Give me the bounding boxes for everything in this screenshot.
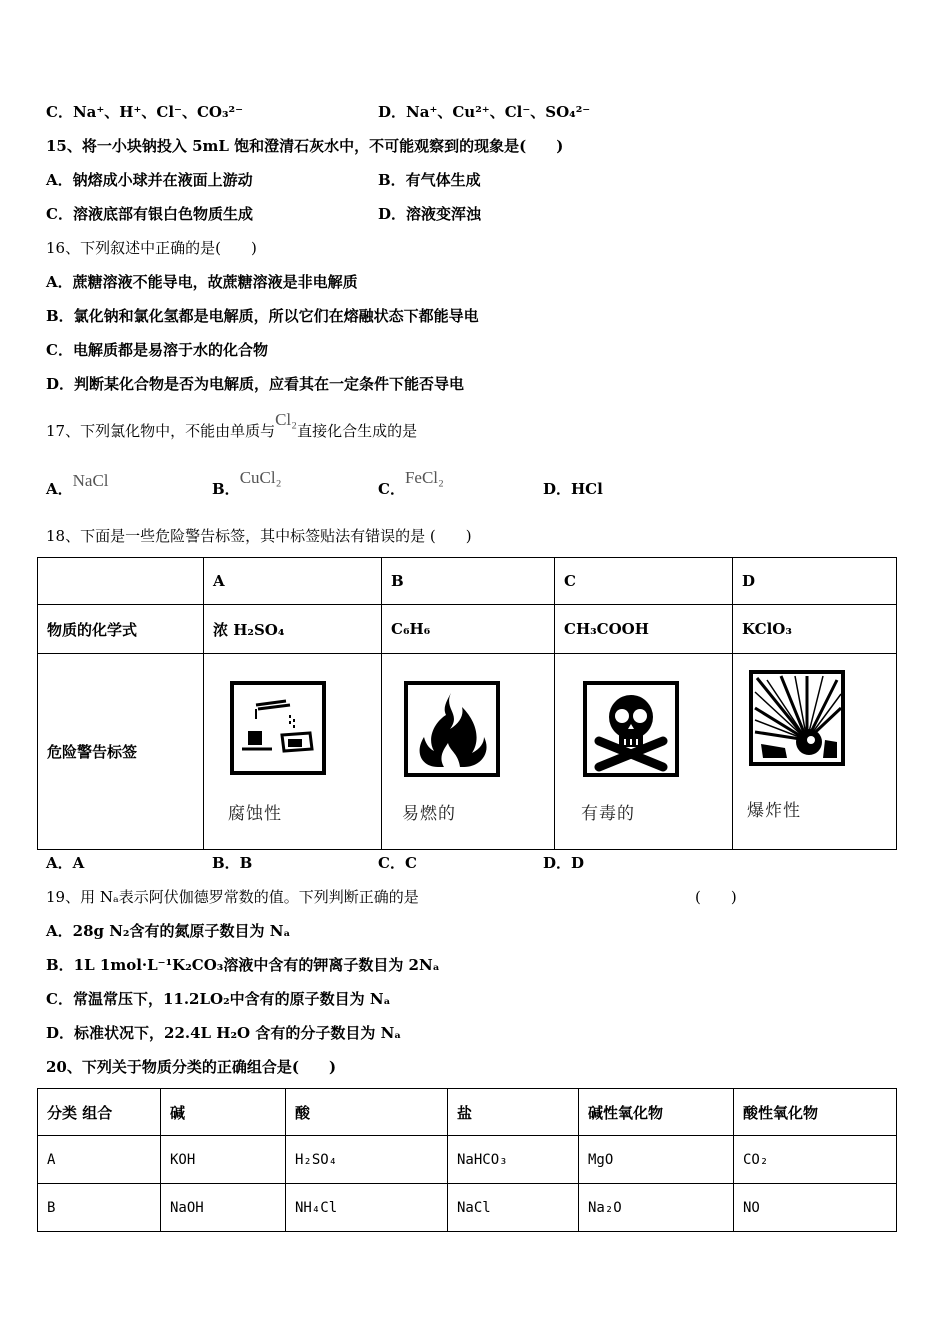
q20-row-b-acid: NH₄Cl [286, 1184, 448, 1232]
table-row [38, 1136, 897, 1184]
q20-header-basic-oxide: 碱性氧化物 [579, 1089, 734, 1136]
q19-option-c: C．常温常压下，11.2LO₂中含有的原子数目为 Nₐ [46, 990, 391, 1008]
q18-label-cell-c [555, 654, 733, 850]
q14-option-c-text: Na⁺、H⁺、Cl⁻、CO₃²⁻ [72, 103, 244, 121]
q17-option-b-letter: B． [212, 480, 240, 498]
explosive-icon [747, 668, 847, 772]
q20-row-a-acidic-oxide: CO₂ [734, 1136, 897, 1184]
q18-header-b: B [382, 558, 555, 605]
q20-row-a-base: KOH [161, 1136, 286, 1184]
q18-header-a: A [204, 558, 382, 605]
q20-row-b-basic-oxide: Na₂O [579, 1184, 734, 1232]
q20-row-b-salt: NaCl [448, 1184, 579, 1232]
q18-formula-a: 浓 H₂SO₄ [204, 605, 382, 654]
q16-option-c: C．电解质都是易溶于水的化合物 [46, 341, 268, 359]
q20-header-group: 分类 组合 [38, 1089, 161, 1136]
q19-answer-paren: ( ) [695, 888, 737, 906]
q15-option-b: B．有气体生成 [378, 171, 481, 189]
q18-label-b [402, 679, 554, 824]
q18-label-row-label: 危险警告标签 [38, 654, 204, 850]
q15-option-d: D．溶液变浑浊 [378, 205, 482, 223]
q17-stem-pre: 17、下列氯化物中，不能由单质与 [46, 422, 276, 440]
q20-header-salt: 盐 [448, 1089, 579, 1136]
q20-row-a-basic-oxide: MgO [579, 1136, 734, 1184]
q20-header-base: 碱 [161, 1089, 286, 1136]
q18-formula-b: C₆H₆ [382, 605, 555, 654]
q14-option-c [46, 102, 243, 122]
q18-label-d [747, 668, 896, 821]
q18-table [37, 557, 897, 850]
q17-cl2-formula: Cl₂ [275, 410, 298, 429]
q18-formula-d: KClO₃ [733, 605, 897, 654]
q17-option-c-formula: FeCl₂ [404, 468, 444, 487]
q16-option-b: B．氯化钠和氯化氢都是电解质，所以它们在熔融状态下都能导电 [46, 307, 479, 325]
q17-stem [46, 410, 418, 441]
q19-option-a: A．28g N₂含有的氮原子数目为 Nₐ [46, 922, 291, 940]
q18-label-a-text: 腐蚀性 [228, 804, 282, 824]
q20-row-a-group: A [38, 1136, 161, 1184]
q17-option-c-letter: C． [378, 480, 405, 498]
corrosive-icon [228, 679, 328, 783]
q18-label-a [228, 679, 381, 824]
q18-label-b-text: 易燃的 [402, 804, 456, 824]
q20-stem: 20、下列关于物质分类的正确组合是( ) [46, 1058, 337, 1076]
q18-label-cell-b [382, 654, 555, 850]
q20-row-b-acidic-oxide: NO [734, 1184, 897, 1232]
q16-stem: 16、下列叙述中正确的是( ) [46, 239, 257, 257]
q19-option-d: D．标准状况下，22.4L H₂O 含有的分子数目为 Nₐ [46, 1024, 402, 1042]
q20-row-a-acid: H₂SO₄ [286, 1136, 448, 1184]
q14-option-d [378, 102, 590, 122]
q15-stem: 15、将一小块钠投入 5mL 饱和澄清石灰水中，不可能观察到的现象是( ) [46, 137, 564, 155]
q18-stem: 18、下面是一些危险警告标签，其中标签贴法有错误的是 ( ) [46, 527, 472, 545]
q17-option-b-formula: CuCl₂ [239, 468, 282, 487]
q18-label-c [581, 679, 732, 824]
q18-formula-c: CH₃COOH [555, 605, 733, 654]
q19-stem: 19、用 Nₐ表示阿伏伽德罗常数的值。下列判断正确的是 [46, 888, 419, 906]
table-row [38, 1184, 897, 1232]
q15-option-a: A．钠熔成小球并在液面上游动 [46, 171, 253, 189]
flame-icon [402, 679, 502, 783]
q16-option-d: D．判断某化合物是否为电解质，应看其在一定条件下能否导电 [46, 375, 465, 393]
q20-row-b-base: NaOH [161, 1184, 286, 1232]
q20-header-acidic-oxide: 酸性氧化物 [734, 1089, 897, 1136]
q14-option-d-letter: D． [378, 103, 407, 121]
skull-crossbones-icon [581, 679, 681, 783]
q18-label-cell-a [204, 654, 382, 850]
q18-formula-row-label: 物质的化学式 [38, 605, 204, 654]
q18-header-blank [38, 558, 204, 605]
q14-option-d-text: Na⁺、Cu²⁺、Cl⁻、SO₄²⁻ [406, 103, 591, 121]
q19-option-b: B．1L 1mol·L⁻¹K₂CO₃溶液中含有的钾离子数目为 2Nₐ [46, 956, 440, 974]
q17-stem-post: 直接化合生成的是 [297, 422, 418, 440]
q20-row-a-salt: NaHCO₃ [448, 1136, 579, 1184]
q18-header-d: D [733, 558, 897, 605]
q18-option-c: C．C [378, 854, 417, 872]
q17-option-c [378, 468, 444, 499]
q17-option-a-formula: NaCl [72, 471, 109, 490]
q18-option-d: D．D [543, 854, 585, 872]
q18-label-cell-d [733, 654, 897, 850]
q20-row-b-group: B [38, 1184, 161, 1232]
q15-option-c: C．溶液底部有银白色物质生成 [46, 205, 253, 223]
q18-option-b: B．B [212, 854, 253, 872]
q20-table [37, 1088, 897, 1232]
q17-option-b [212, 468, 282, 499]
q17-option-a-letter: A． [46, 480, 73, 498]
q16-option-a: A．蔗糖溶液不能导电，故蔗糖溶液是非电解质 [46, 273, 358, 291]
q18-label-d-text: 爆炸性 [747, 801, 801, 821]
q18-header-c: C [555, 558, 733, 605]
q17-option-a [46, 471, 109, 499]
q18-label-c-text: 有毒的 [581, 804, 635, 824]
q20-header-acid: 酸 [286, 1089, 448, 1136]
q14-option-c-letter: C． [46, 103, 73, 121]
q17-option-d: D．HCl [543, 480, 603, 498]
q18-option-a: A．A [46, 854, 85, 872]
